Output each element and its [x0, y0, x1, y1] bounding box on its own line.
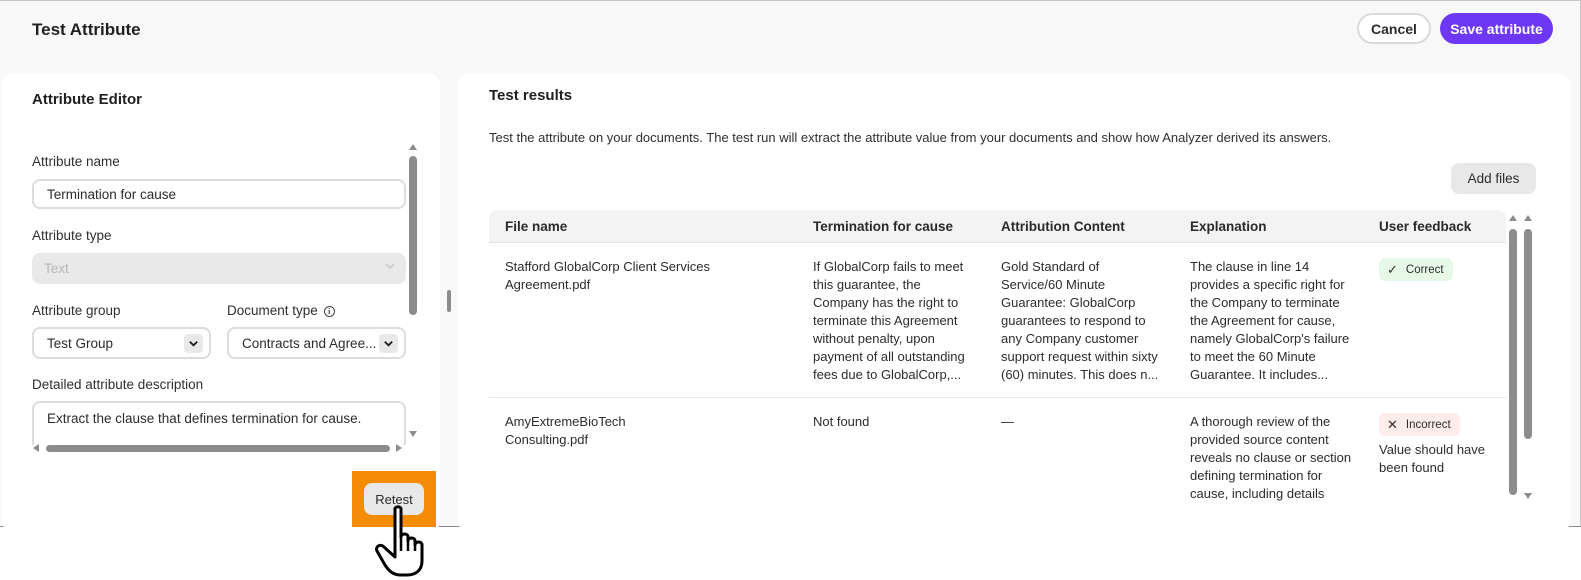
cancel-button[interactable]: Cancel — [1357, 13, 1431, 44]
editor-title: Attribute Editor — [32, 91, 142, 108]
table-row[interactable] — [489, 243, 1506, 398]
column-header-user-feedback: User feedback — [1379, 219, 1472, 234]
horizontal-scrollbar-thumb[interactable] — [46, 445, 390, 452]
page-scroll-down-arrow[interactable] — [1524, 493, 1532, 499]
scroll-down-arrow[interactable] — [409, 431, 417, 437]
page-title: Test Attribute — [32, 20, 141, 39]
badge-label: Correct — [1405, 263, 1444, 276]
table-header — [489, 210, 1506, 243]
attribute-group-select[interactable] — [32, 327, 211, 359]
page-scroll-up-arrow[interactable] — [1524, 215, 1532, 221]
status-badge-incorrect[interactable] — [1379, 413, 1460, 436]
attribute-editor-panel — [2, 73, 440, 533]
explanation-cell: The clause in line 14 provides a specific right for the Company to terminate the Agreement for cause, namely GlobalCorp's failure to meet the 60 Minute Guarantee. It includes... — [1190, 259, 1350, 382]
attribute-group-value: Test Group — [47, 335, 114, 351]
scroll-right-arrow[interactable] — [396, 444, 402, 452]
file-name-cell[interactable]: Stafford GlobalCorp Client Services Agreement.pdf — [505, 259, 710, 292]
description-textarea[interactable]: Extract the clause that defines termination for cause. — [32, 401, 406, 445]
chevron-down-icon — [384, 260, 396, 275]
table-row[interactable] — [489, 398, 1506, 518]
info-icon[interactable]: i — [324, 306, 335, 317]
attribute-group-label: Attribute group — [32, 303, 121, 318]
vertical-scrollbar-thumb[interactable] — [409, 156, 417, 315]
attribution-cell: — — [1001, 414, 1014, 429]
column-header-explanation: Explanation — [1190, 219, 1267, 234]
feedback-cell — [1379, 258, 1499, 281]
panel-resize-handle[interactable] — [447, 290, 451, 312]
save-attribute-button[interactable]: Save attribute — [1440, 13, 1553, 44]
feedback-cell — [1379, 413, 1499, 477]
add-files-button[interactable]: Add files — [1451, 163, 1536, 194]
explanation-cell: A thorough review of the provided source content reveals no clause or section defining termination for cause, including details — [1190, 414, 1352, 501]
page-vertical-scrollbar-thumb[interactable] — [1524, 229, 1532, 439]
attribute-name-input[interactable]: Termination for cause — [32, 179, 406, 209]
table-scroll-up-arrow[interactable] — [1509, 215, 1517, 221]
document-type-label — [227, 303, 335, 318]
column-header-attribution: Attribution Content — [1001, 219, 1125, 234]
retest-button[interactable]: Retest — [364, 483, 424, 515]
attribute-type-value: Text — [44, 261, 69, 276]
document-type-select[interactable] — [227, 327, 406, 359]
check-icon: ✓ — [1387, 261, 1398, 277]
chevron-down-icon[interactable] — [379, 334, 398, 353]
attribution-cell: Gold Standard of Service/60 Minute Guarantee: GlobalCorp guarantees to respond to any Company customer support request within sixty (60) minutes. This does n... — [1001, 259, 1159, 382]
document-type-value: Contracts and Agree... — [242, 335, 377, 351]
results-description: Test the attribute on your documents. The test run will extract the attribute value from your documents and show how Analyzer derived its answers. — [489, 130, 1332, 145]
column-header-termination: Termination for cause — [813, 219, 954, 234]
hand-pointer-cursor-icon — [373, 505, 435, 577]
chevron-down-icon[interactable] — [184, 334, 203, 353]
description-label: Detailed attribute description — [32, 377, 204, 392]
badge-label: Incorrect — [1405, 418, 1451, 431]
results-table — [489, 210, 1506, 518]
table-vertical-scrollbar-thumb[interactable] — [1509, 229, 1517, 495]
column-header-file-name: File name — [505, 219, 568, 234]
termination-cell: If GlobalCorp fails to meet this guarantee, the Company has the right to terminate this Agreement without penalty, upon payment of all outstanding fees due to GlobalCorp,... — [813, 259, 965, 382]
attribute-name-label: Attribute name — [32, 154, 120, 169]
termination-cell: Not found — [813, 414, 870, 429]
results-title: Test results — [489, 87, 573, 104]
attribute-type-select — [32, 253, 406, 284]
x-icon: ✕ — [1387, 416, 1398, 432]
scroll-up-arrow[interactable] — [409, 144, 417, 150]
status-badge-correct[interactable] — [1379, 258, 1453, 281]
attribute-type-label: Attribute type — [32, 228, 112, 243]
scroll-left-arrow[interactable] — [33, 444, 39, 452]
file-name-cell[interactable]: AmyExtremeBioTech Consulting.pdf — [505, 414, 626, 447]
feedback-note: Value should have been found — [1379, 442, 1486, 475]
document-type-label-text: Document type — [227, 303, 318, 318]
